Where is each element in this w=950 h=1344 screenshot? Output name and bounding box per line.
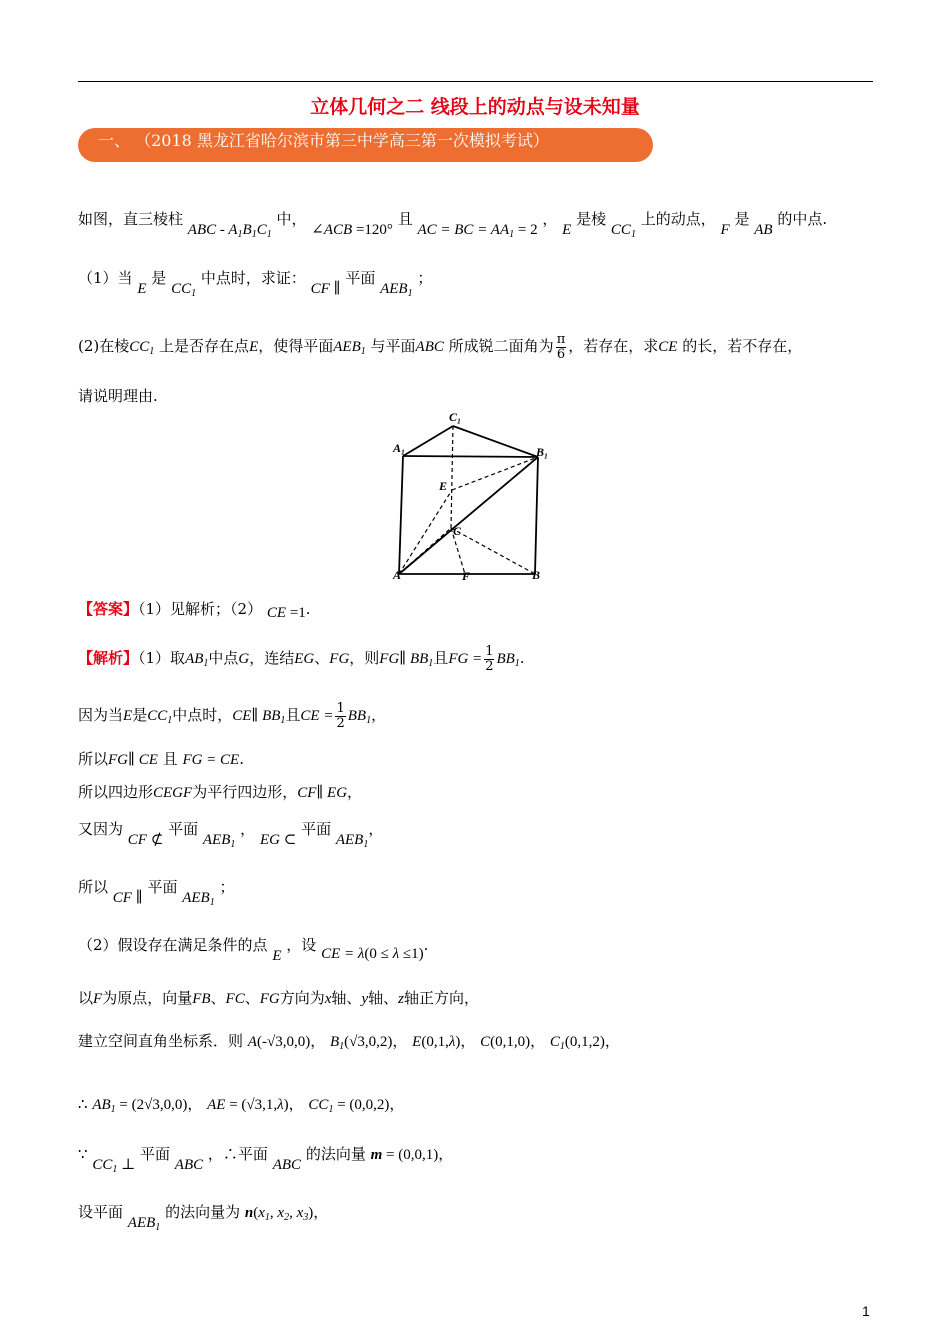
problem-q1: （1）当 E 是 $CC_1$ 中点时，求证： CF ∥ 平面 $AEB_1$ ； (78, 269, 433, 299)
figure-label-A: A (393, 568, 402, 582)
analysis-part2-line-2: 以F为原点，向量FB、FC、FG方向为x轴、y轴、z轴正方向， (78, 989, 479, 1007)
header-rule (78, 81, 873, 82)
analysis-line-1: 【解析】（1）取$AB_1$中点G，连结EG、FG，则FG∥ $BB_1$且FG = $\frac{1}{2}$ $BB_1$. (78, 644, 525, 674)
figure-label-B: B (532, 568, 541, 582)
analysis-line-5: 又因为 CF ⊄ 平面 $AEB_1$ ， EG ⊂ 平面 $AEB_1$， (78, 820, 384, 850)
prism-figure (385, 408, 570, 588)
analysis-line-4: 所以四边形CEGF为平行四边形，CF∥ EG， (78, 783, 363, 801)
figure-label-C: C (453, 524, 462, 538)
analysis-part2-line-1: （2）假设存在满足条件的点 E ，设 CE = λ(0 ≤ λ ≤1). (78, 936, 429, 964)
analysis-line-3: 所以FG∥ CE 且 FG = CE. (78, 750, 245, 768)
answer-line: 【答案】（1）见解析；（2） CE =1. (78, 600, 311, 621)
figure-label-E: E (439, 479, 448, 493)
analysis-part2-line-4: ∴ $AB_1 = (2√3,0,0)$， AE = (√3,1,λ)， $CC_1 = (0,0,2)$， (78, 1095, 405, 1115)
section-banner: 一、 （2018 黑龙江省哈尔滨市第三中学高三第一次模拟考试） (78, 128, 653, 162)
problem-intro: 如图，直三棱柱 ABC - $A_1B_1C_1$ 中， ∠ACB =120° 且 AC = BC = $AA_1 = 2$ ， E 是棱 $CC_1$ 上的动点， F 是 AB 的中点. (78, 210, 828, 240)
figure-label-F: F (462, 569, 471, 583)
problem-q2-cont: 请说明理由. (78, 387, 158, 405)
figure-label-B1: B₁ (536, 445, 549, 459)
analysis-part2-line-6: 设平面 $AEB_1$ 的法向量为 $n(x_1$, $x_2$, $x_3$)， (78, 1203, 329, 1233)
analysis-line-2: 因为当E是$CC_1$中点时，CE∥ $BB_1$且CE = $\frac{1}{2}$ $BB_1$， (78, 701, 387, 731)
analysis-part2-line-5: ∵ $CC_1$ ⊥ 平面 ABC ，∴平面 ABC 的法向量 m = (0,0,1)， (78, 1145, 454, 1175)
figure-label-A1: A₁ (393, 441, 406, 455)
analysis-line-6: 所以 CF ∥ 平面 $AEB_1$ ； (78, 878, 235, 908)
figure-label-C1: C₁ (449, 410, 462, 424)
page-number: 1 (862, 1303, 870, 1319)
analysis-part2-line-3: 建立空间直角坐标系．则 A(-√3,0,0)， $B_1(√3,0,2)$， E(0,1,λ)， C(0,1,0)， $C_1(0,1,2)$， (78, 1032, 620, 1052)
page-title: 立体几何之二 线段上的动点与设未知量 (310, 96, 640, 118)
problem-q2: (2)在棱$CC_1$ 上是否存在点E，使得平面$AEB_1$ 与平面ABC 所成锐二面角为 $\frac{\pi}{6}$ ，若存在，求CE 的长，若不存在， (78, 332, 803, 362)
